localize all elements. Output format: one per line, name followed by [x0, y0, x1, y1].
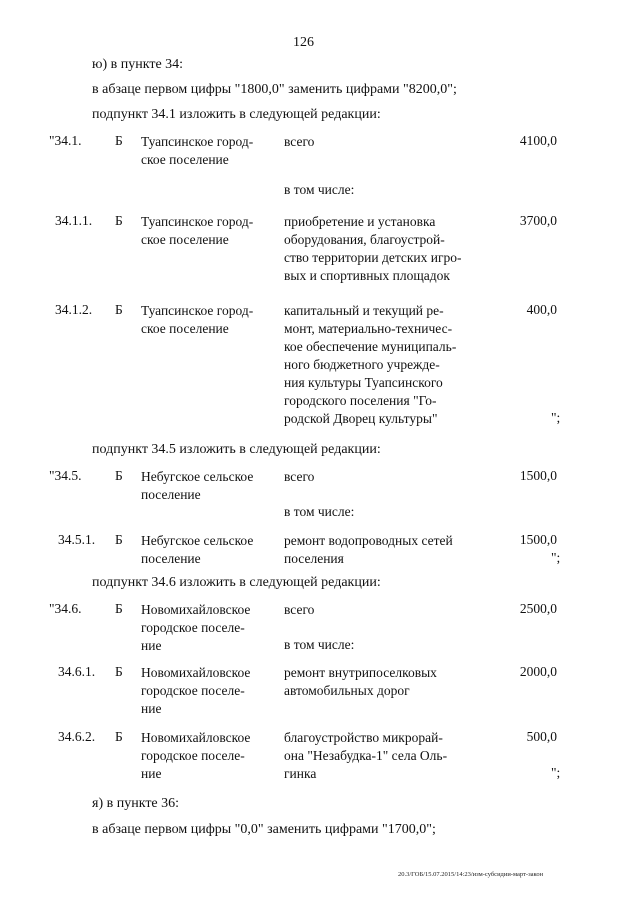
- row-description: всего: [284, 134, 315, 149]
- row-category: Б: [115, 213, 123, 228]
- row-name: Туапсинское город- ское поселение: [141, 303, 254, 336]
- row-name: Новомихайловское городское поселе- ние: [141, 602, 251, 653]
- row-closing-quote: ";: [551, 550, 561, 565]
- row-category: Б: [115, 729, 123, 744]
- footer-file-path: 20.3/ГОБ/15.07.2015/14:23/изм-субсидии-март-закон: [398, 871, 544, 878]
- page-number: 126: [293, 35, 314, 50]
- row-description: всего: [284, 469, 315, 484]
- row-category: Б: [115, 532, 123, 547]
- paragraph-replace-36: в абзаце первом цифры "0,0" заменить цифрами "1700,0";: [92, 822, 436, 837]
- row-code: 34.5.1.: [58, 532, 96, 547]
- row-closing-quote: ";: [551, 410, 561, 425]
- row-category: Б: [115, 302, 123, 317]
- row-category: Б: [115, 468, 123, 483]
- row-name: Новомихайловское городское поселе- ние: [141, 730, 251, 781]
- row-amount: 3700,0: [519, 213, 557, 228]
- row-amount: 2000,0: [519, 664, 557, 679]
- row-subtotal-label: в том числе:: [284, 504, 355, 519]
- row-subtotal-label: в том числе:: [284, 637, 355, 652]
- row-code: "34.6.: [49, 601, 82, 616]
- row-closing-quote: ";: [551, 765, 561, 780]
- row-name: Туапсинское город- ское поселение: [141, 214, 254, 247]
- row-name: Новомихайловское городское поселе- ние: [141, 665, 251, 716]
- row-category: Б: [115, 664, 123, 679]
- row-description: благоустройство микрорай- она "Незабудка-1" села Оль- гинка: [284, 730, 448, 781]
- row-amount: 1500,0: [519, 532, 557, 547]
- row-code: "34.5.: [49, 468, 82, 483]
- paragraph-subpoint-34-5: подпункт 34.5 изложить в следующей редакции:: [92, 442, 381, 457]
- row-code: 34.6.1.: [58, 664, 96, 679]
- row-amount: 2500,0: [519, 601, 557, 616]
- row-code: 34.1.1.: [55, 213, 93, 228]
- paragraph-subpoint-34-1: подпункт 34.1 изложить в следующей редакции:: [92, 107, 381, 122]
- row-name: Небугское сельское поселение: [141, 533, 254, 566]
- row-category: Б: [115, 133, 123, 148]
- row-description: ремонт водопроводных сетей поселения: [284, 533, 453, 566]
- row-name: Небугское сельское поселение: [141, 469, 254, 502]
- row-category: Б: [115, 601, 123, 616]
- row-code: 34.6.2.: [58, 729, 96, 744]
- row-code: 34.1.2.: [55, 302, 93, 317]
- row-description: всего: [284, 602, 315, 617]
- row-name: Туапсинское город- ское поселение: [141, 134, 254, 167]
- row-description: ремонт внутрипоселковых автомобильных дорог: [284, 665, 437, 698]
- row-description: капитальный и текущий ре- монт, материально-техничес- кое обеспечение муниципаль- ного бюджетного учрежде- ния культуры Туапсинского городского поселения "Го- родской Дворец культуры": [284, 303, 457, 426]
- row-subtotal-label: в том числе:: [284, 182, 355, 197]
- row-code: "34.1.: [49, 133, 82, 148]
- paragraph-item-yu: ю) в пункте 34:: [92, 57, 184, 72]
- row-amount: 500,0: [526, 729, 557, 744]
- row-amount: 400,0: [526, 302, 557, 317]
- paragraph-replace-34: в абзаце первом цифры "1800,0" заменить цифрами "8200,0";: [92, 82, 457, 97]
- row-amount: 4100,0: [519, 133, 557, 148]
- row-amount: 1500,0: [519, 468, 557, 483]
- paragraph-subpoint-34-6: подпункт 34.6 изложить в следующей редакции:: [92, 575, 381, 590]
- row-description: приобретение и установка оборудования, благоустрой- ство территории детских игро- вых и спортивных площадок: [284, 214, 462, 283]
- paragraph-item-ya: я) в пункте 36:: [92, 796, 180, 811]
